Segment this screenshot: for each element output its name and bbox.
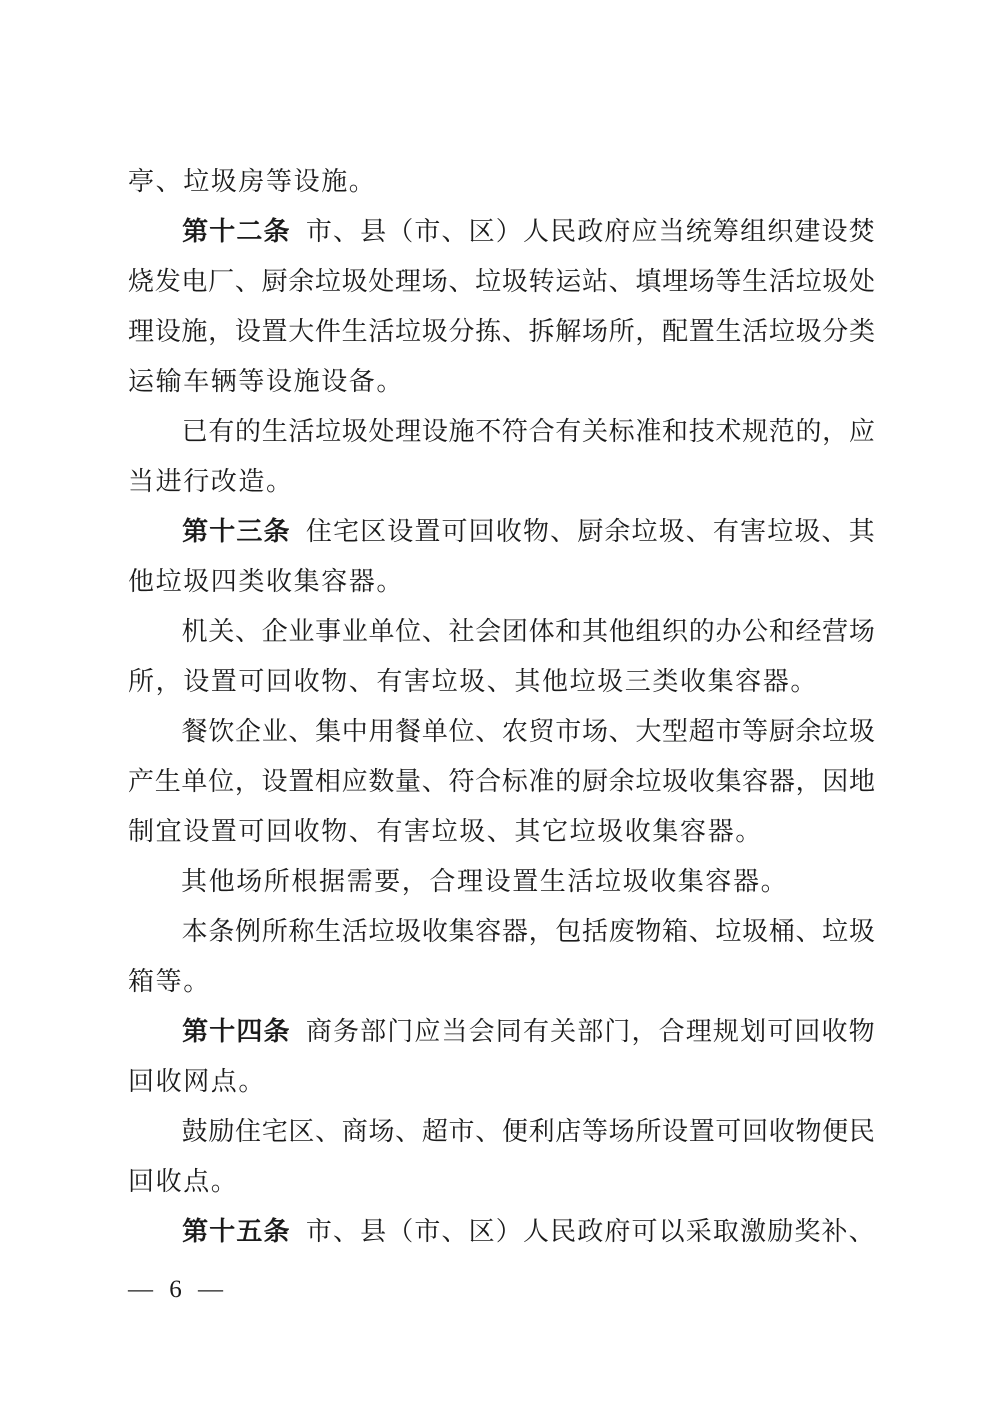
text-line: 第 十 五 条 市 、 县 （ 市 、 区 ） 人 民 政 府 可 以 采 取 激 励 奖 补 、 [182,1217,875,1246]
text-segment: 所，设置可回收物、有害垃圾、其他垃圾三类收集容器。 [128,667,819,696]
text-segment: 回收网点。 [128,1067,267,1096]
text-segment: 运输车辆等设施设备。 [128,367,405,396]
page-number: — 6 — [128,1276,228,1303]
text-line: 餐 饮 企 业 、 集 中 用 餐 单 位 、 农 贸 市 场 、 大 型 超 市 等 厨 余 垃 圾 [181,717,875,746]
text-line [128,1057,875,1107]
text-line [128,857,875,907]
text-segment: 亭、垃圾房等设施。 [128,167,377,196]
text-line [128,557,875,607]
text-line [128,157,875,207]
text-line: 机 关 、 企 业 事 业 单 位 、 社 会 团 体 和 其 他 组 织 的 办 公 和 经 营 场 [181,617,875,646]
text-line [128,357,875,407]
text-block [128,157,875,1257]
text-line: 第 十 三 条 住 宅 区 设 置 可 回 收 物 、 厨 余 垃 圾 、 有 害 垃 圾 、 其 [182,517,875,546]
text-segment: 回收点。 [128,1167,239,1196]
text-segment: 箱等。 [128,967,211,996]
text-line [128,457,875,507]
text-line: 已 有 的 生 活 垃 圾 处 理 设 施 不 符 合 有 关 标 准 和 技 术 规 范 的 ， 应 [181,417,875,446]
text-segment: 制宜设置可回收物、有害垃圾、其它垃圾收集容器。 [128,817,763,846]
text-line: 本 条 例 所 称 生 活 垃 圾 收 集 容 器 ， 包 括 废 物 箱 、 垃 圾 桶 、 垃 圾 [181,917,875,946]
text-line: 烧 发 电 厂 、 厨 余 垃 圾 处 理 场 、 垃 圾 转 运 站 、 填 埋 场 等 生 活 垃 圾 处 [128,267,875,296]
text-segment: 他垃圾四类收集容器。 [128,567,405,596]
text-line: 第 十 二 条 市 、 县 （ 市 、 区 ） 人 民 政 府 应 当 统 筹 组 织 建 设 焚 [182,217,875,246]
text-segment: 其他场所根据需要，合理设置生活垃圾收集容器。 [181,867,789,896]
text-line [128,957,875,1007]
text-line [128,1157,875,1207]
text-line: 理 设 施 ， 设 置 大 件 生 活 垃 圾 分 拣 、 拆 解 场 所 ， 配 置 生 活 垃 圾 分 类 [128,317,875,346]
text-line: 鼓 励 住 宅 区 、 商 场 、 超 市 、 便 利 店 等 场 所 设 置 可 回 收 物 便 民 [181,1117,875,1146]
text-line [128,807,875,857]
text-line [128,657,875,707]
text-line: 产 生 单 位 ， 设 置 相 应 数 量 、 符 合 标 准 的 厨 余 垃 圾 收 集 容 器 ， 因 地 [128,767,875,796]
text-segment: 当进行改造。 [128,467,294,496]
text-line: 第 十 四 条 商 务 部 门 应 当 会 同 有 关 部 门 ， 合 理 规 划 可 回 收 物 [182,1017,875,1046]
